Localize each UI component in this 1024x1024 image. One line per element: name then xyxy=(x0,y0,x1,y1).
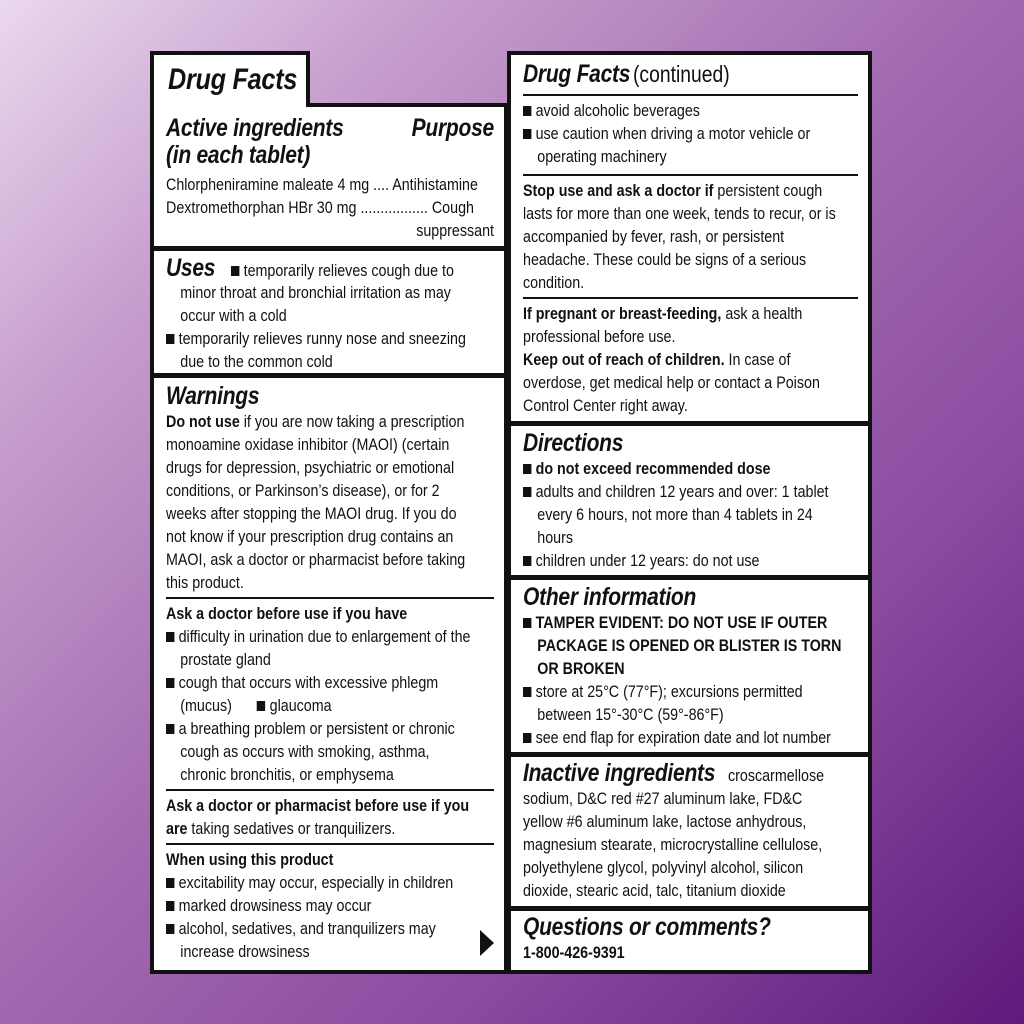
ingredient-purpose: suppressant xyxy=(416,221,494,240)
questions-heading: Questions or comments? xyxy=(523,913,771,941)
active-ingredients-section xyxy=(154,115,504,242)
ingredient-row: Dextromethorphan HBr 30 mg ................. Cough xyxy=(166,198,474,217)
active-ingredients-subheading: (in each tablet) xyxy=(166,141,311,169)
uses-section: Uses temporarily relieves cough due to minor throat and bronchial irritation as may occur with a cold temporarily relieves runny nose and sneezing due to the common cold xyxy=(166,254,466,371)
continue-arrow-icon xyxy=(480,930,494,956)
when-using-heading: When using this product xyxy=(166,850,334,869)
drug-facts-tab xyxy=(150,51,310,107)
rule xyxy=(166,843,494,845)
uses-text: minor throat and bronchial irritation as may xyxy=(180,283,451,302)
rule xyxy=(166,789,494,791)
bullet-icon xyxy=(257,701,265,711)
inactive-ingredients-section: Inactive ingredients croscarmellose sodium, D&C red #27 aluminum lake, FD&C yellow #6 aluminum lake, lactose anhydrous, magnesium stearate, microcrystalline cellulose, polyethylene glycol, polyvinyl alcohol, silicon dioxide, stearic acid, talc, titanium dioxide xyxy=(523,759,825,900)
rule xyxy=(523,174,858,176)
uses-text: occur with a cold xyxy=(180,306,287,325)
inactive-ingredients-heading: Inactive ingredients xyxy=(523,759,716,787)
right-column-panel xyxy=(507,51,872,974)
continued-suffix: (continued) xyxy=(633,61,730,87)
phone-number: 1-800-426-9391 xyxy=(523,943,625,962)
section-divider xyxy=(511,752,868,757)
ask-pharmacist-heading: Ask a doctor or pharmacist before use if you xyxy=(166,796,470,815)
directions-heading: Directions xyxy=(523,429,624,457)
other-information-section: Other information TAMPER EVIDENT: DO NOT USE IF OUTER PACKAGE IS OPENED OR BLISTER IS TORN OR BROKEN store at 25°C (77°F); excursions permitted between 15°-30°C (59°-86°F) see end flap for expiration date and lot number xyxy=(523,583,842,747)
section-divider xyxy=(154,373,504,378)
section-divider xyxy=(511,421,868,426)
uses-text: due to the common cold xyxy=(180,352,333,371)
warnings-section: Warnings Do not use if you are now taking a prescription monoamine oxidase inhibitor (MAOI) (certain drugs for depression, psychiatric or emotional conditions, or Parkinson’s disease), or for 2 weeks after stopping the MAOI drug. If you do not know if your prescription drug contains an MAOI, ask a doctor or pharmacist before taking this product. Ask a doctor before use if you have difficulty in urination due to enlargement of the prostate gland cough that occurs with excessive phlegm (mucus) glaucoma a breathing problem or persistent or chronic cough as occurs with smoking, asthma, chronic bronchitis, or emphysema Ask a doctor or pharmacist before use if you are taking sedatives or tranquilizers. When using this product excitability may occur, especially in children marked drowsiness may occur alcohol, sedatives, and tranquilizers may increase drowsiness xyxy=(154,383,504,963)
continued-title: Drug Facts xyxy=(523,60,631,88)
continued-section: Drug Facts (continued) avoid alcoholic beverages use caution when driving a motor vehicle or operating machinery Stop use and ask a doctor if persistent cough lasts for more than one week, tends to recur, or is accompanied by fever, rash, or persistent headache. These could be signs of a serious condition. If pregnant or breast-feeding, ask a health professional before use. Keep out of reach of children. In case of overdose, get medical help or contact a Poison Control Center right away. xyxy=(511,61,868,417)
stop-use-label: Stop use and ask a doctor if xyxy=(523,181,714,200)
left-column-panel xyxy=(150,103,508,974)
page-title: Drug Facts xyxy=(168,63,298,96)
pregnant-label: If pregnant or breast-feeding, xyxy=(523,304,722,323)
rule xyxy=(523,94,858,96)
section-divider xyxy=(154,246,504,251)
keep-out-label: Keep out of reach of children. xyxy=(523,350,725,369)
ask-doctor-heading: Ask a doctor before use if you have xyxy=(166,604,408,623)
bullet-icon xyxy=(231,266,239,276)
do-not-use-label: Do not use xyxy=(166,412,240,431)
warnings-heading: Warnings xyxy=(166,382,260,410)
uses-bullet: temporarily relieves runny nose and sneezing xyxy=(166,327,442,350)
directions-section: Directions do not exceed recommended dose adults and children 12 years and over: 1 tablet every 6 hours, not more than 4 tablets in 24 hours children under 12 years: do not use xyxy=(523,429,829,570)
rule xyxy=(523,297,858,299)
purpose-heading: Purpose xyxy=(411,114,494,142)
questions-section xyxy=(511,914,868,964)
rule xyxy=(166,597,494,599)
section-divider xyxy=(511,575,868,580)
other-information-heading: Other information xyxy=(523,583,697,611)
active-ingredients-heading: Active ingredients xyxy=(166,114,344,142)
uses-heading: Uses xyxy=(166,254,216,282)
section-divider xyxy=(511,906,868,911)
ingredient-row: Chlorpheniramine maleate 4 mg .... Antihistamine xyxy=(166,175,478,194)
